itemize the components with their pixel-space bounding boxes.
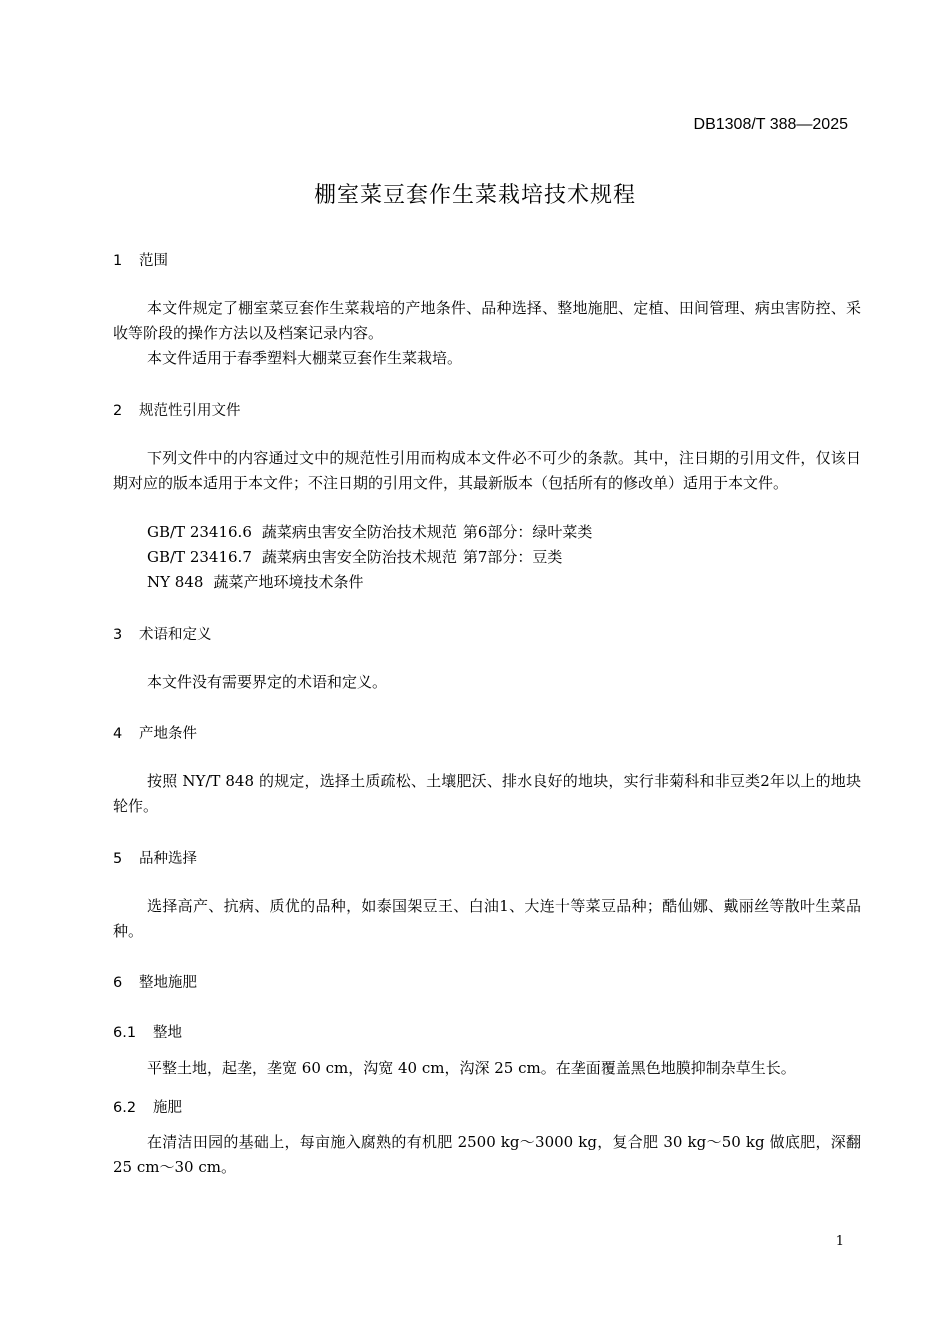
section-title: 范围 <box>139 253 168 269</box>
section-heading-scope <box>113 249 168 270</box>
reference-item <box>147 570 363 595</box>
reference-title: 蔬菜病虫害安全防治技术规范 <box>261 523 457 541</box>
subsection-number: 6.1 <box>113 1025 137 1041</box>
reference-code: GB/T 23416.7 <box>147 548 252 566</box>
section-number: 5 <box>113 851 123 867</box>
section-number: 3 <box>113 627 123 643</box>
section-title: 产地条件 <box>139 726 197 742</box>
section-heading-normative-references <box>113 399 241 420</box>
land-preparation-paragraph: 平整土地，起垄，垄宽 60 cm，沟宽 40 cm，沟深 25 cm。在垄面覆盖黑色地膜抑制杂草生长。 <box>147 1059 796 1077</box>
section-title: 规范性引用文件 <box>139 403 241 419</box>
section-title: 品种选择 <box>139 851 197 867</box>
section-heading-variety-selection <box>113 847 197 868</box>
scope-paragraph-2: 本文件适用于春季塑料大棚菜豆套作生菜栽培。 <box>147 349 463 367</box>
page-number: 1 <box>835 1234 844 1249</box>
subsection-heading-fertilization <box>113 1096 182 1117</box>
references-intro-paragraph: 下列文件中的内容通过文中的规范性引用而构成本文件必不可少的条款。其中，注日期的引用文件，仅该日期对应的版本适用于本文件；不注日期的引用文件，其最新版本（包括所有的修改单）适用于本文件。 <box>113 449 861 492</box>
reference-code: NY 848 <box>147 573 204 591</box>
fertilization-paragraph: 在清洁田园的基础上，每亩施入腐熟的有机肥 2500 kg～3000 kg，复合肥 30 kg～50 kg 做底肥，深翻 25 cm～30 cm。 <box>113 1133 861 1176</box>
reference-title: 蔬菜病虫害安全防治技术规范 <box>261 548 457 566</box>
reference-title: 蔬菜产地环境技术条件 <box>213 573 364 591</box>
section-title: 术语和定义 <box>139 627 212 643</box>
site-conditions-paragraph: 按照 NY/T 848 的规定，选择土质疏松、土壤肥沃、排水良好的地块，实行非菊科和非豆类2年以上的地块轮作。 <box>113 772 861 815</box>
section-number: 2 <box>113 403 123 419</box>
reference-item <box>147 545 562 570</box>
subsection-title: 整地 <box>153 1025 182 1041</box>
subsection-title: 施肥 <box>153 1100 182 1116</box>
section-number: 6 <box>113 975 123 991</box>
section-heading-land-preparation-fertilization <box>113 971 197 992</box>
section-heading-site-conditions <box>113 722 197 743</box>
subsection-heading-land-preparation <box>113 1021 182 1042</box>
section-heading-terms <box>113 623 212 644</box>
terms-paragraph: 本文件没有需要界定的术语和定义。 <box>147 673 388 691</box>
section-number: 1 <box>113 253 123 269</box>
reference-part: 第6部分：绿叶菜类 <box>462 523 593 541</box>
reference-code: GB/T 23416.6 <box>147 523 252 541</box>
section-number: 4 <box>113 726 123 742</box>
document-title: 棚室菜豆套作生菜栽培技术规程 <box>313 183 636 208</box>
reference-part: 第7部分：豆类 <box>462 548 563 566</box>
variety-selection-paragraph: 选择高产、抗病、质优的品种，如泰国架豆王、白油1、大连十等菜豆品种；酷仙娜、戴丽丝等散叶生菜品种。 <box>113 897 861 940</box>
section-title: 整地施肥 <box>139 975 197 991</box>
reference-item <box>147 520 592 545</box>
subsection-number: 6.2 <box>113 1100 137 1116</box>
document-code: DB1308/T 388—2025 <box>693 116 848 133</box>
scope-paragraph-1: 本文件规定了棚室菜豆套作生菜栽培的产地条件、品种选择、整地施肥、定植、田间管理、病虫害防控、采收等阶段的操作方法以及档案记录内容。 <box>113 299 861 342</box>
